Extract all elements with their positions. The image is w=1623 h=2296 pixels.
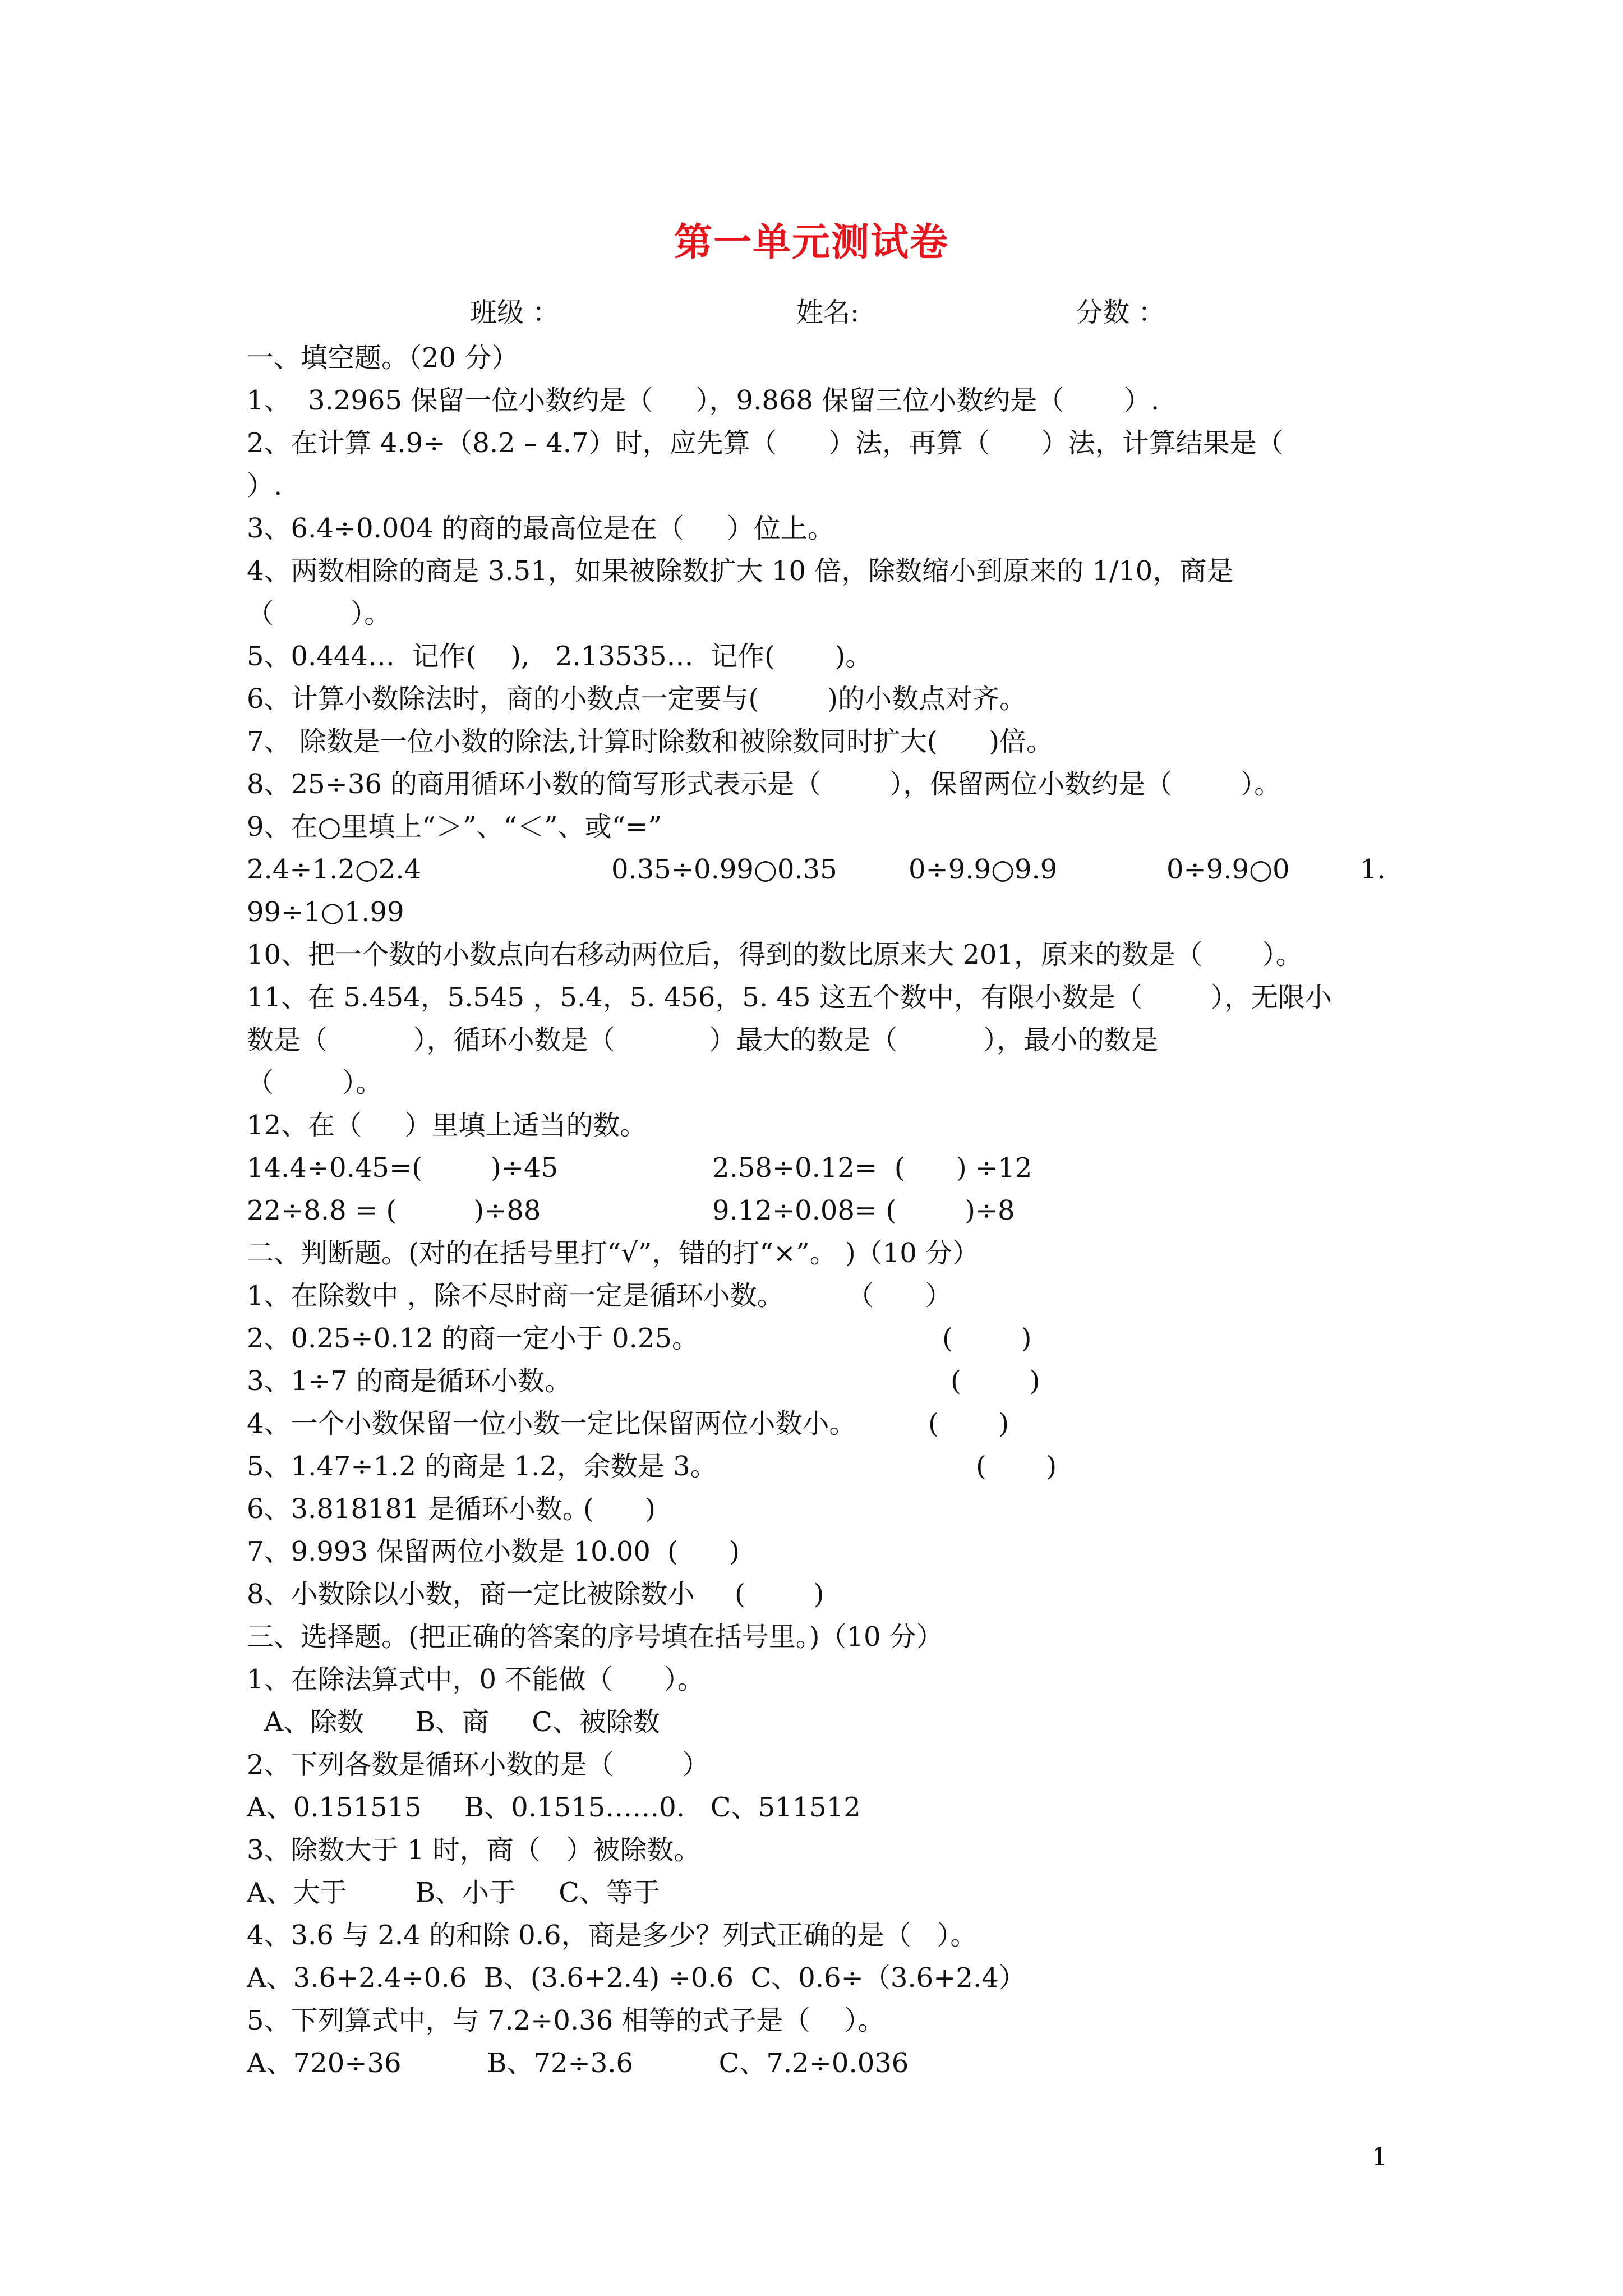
choice-line: 2、下列各数是循环小数的是（ ） <box>247 1749 709 1780</box>
judge-item <box>247 1402 1380 1445</box>
judge-item <box>247 1530 1380 1573</box>
fill-item: 14.4÷0.45=( )÷45 <box>247 1152 558 1184</box>
question-line: 6、计算小数除法时，商的小数点一定要与( )的小数点对齐。 <box>247 683 1027 715</box>
compare-item: 0÷9.9○0 <box>1166 854 1290 885</box>
score-label: 分数 ： <box>1076 297 1165 328</box>
judge-statement: 2、0.25÷0.12 的商一定小于 0.25。 <box>247 1323 699 1354</box>
choice-options: A、大于 B、小于 C、等于 <box>247 1877 661 1908</box>
question-line: 2、在计算 4.9÷（8.2 – 4.7）时，应先算（ ）法，再算（ ）法，计算结果是（ <box>247 427 1284 459</box>
question-line: 11、在 5.454，5.545 ，5.4，5. 456，5. 45 这五个数中，有限小数是（ ），无限小 <box>247 982 1332 1013</box>
choice-line: 4、3.6 与 2.4 的和除 0.6，商是多少？列式正确的是（ ）。 <box>247 1920 978 1951</box>
answer-bracket: ( ) <box>583 1493 656 1525</box>
answer-bracket: ( ) <box>735 1579 824 1610</box>
judge-item <box>247 1274 1380 1317</box>
answer-bracket: ( ) <box>667 1536 740 1567</box>
student-info-header <box>0 291 1623 330</box>
question-line: （ ）。 <box>247 598 391 629</box>
compare-item: 0÷9.9○9.9 <box>909 854 1058 885</box>
answer-bracket: （ ） <box>847 1280 952 1312</box>
compare-item: 2.4÷1.2○2.4 <box>247 854 422 885</box>
answer-bracket: ( ) <box>951 1365 1040 1397</box>
compare-item-continued: 99÷1○1.99 <box>247 896 404 928</box>
choice-line: 1、在除法算式中，0 不能做（ ）。 <box>247 1664 704 1695</box>
fill-item: 2.58÷0.12= ( ) ÷12 <box>712 1152 1032 1184</box>
choice-options: A、0.151515 B、0.1515……0. C、511512 <box>247 1792 861 1823</box>
question-line: 3、6.4÷0.004 的商的最高位是在（ ）位上。 <box>247 513 835 544</box>
question-line: 9、在○里填上“＞”、“＜”、或“=” <box>247 811 662 843</box>
judge-statement: 1、在除数中 ，除不尽时商一定是循环小数。 <box>247 1280 784 1312</box>
choice-options: A、3.6+2.4÷0.6 B、(3.6+2.4) ÷0.6 C、0.6÷（3.6+2.4） <box>247 1962 1026 1994</box>
exam-content <box>247 337 1386 2085</box>
class-label: 班级 ： <box>470 297 560 328</box>
judge-statement: 3、1÷7 的商是循环小数。 <box>247 1365 572 1397</box>
compare-item: 0.35÷0.99○0.35 <box>611 854 837 885</box>
choice-line: 3、除数大于 1 时，商（ ）被除数。 <box>247 1834 701 1866</box>
judge-statement: 5、1.47÷1.2 的商是 1.2，余数是 3。 <box>247 1451 717 1482</box>
judge-item <box>247 1360 1380 1402</box>
question-line: ）. <box>247 470 283 501</box>
name-label: 姓名: <box>796 297 860 328</box>
section-heading-multiple-choice: 三、选择题。(把正确的答案的序号填在括号里。)（10 分） <box>247 1621 943 1653</box>
question-line: 12、在（ ）里填上适当的数。 <box>247 1110 647 1141</box>
compare-item: 1. <box>1360 854 1386 885</box>
question-line: （ ）。 <box>247 1067 383 1098</box>
question-line: 8、25÷36 的商用循环小数的简写形式表示是（ ），保留两位小数约是（ ）。 <box>247 769 1281 800</box>
answer-bracket: ( ) <box>928 1408 1009 1439</box>
choice-options: A、720÷36 B、72÷3.6 C、7.2÷0.036 <box>247 2047 909 2079</box>
question-line: 4、两数相除的商是 3.51，如果被除数扩大 10 倍，除数缩小到原来的 1/10，商是 <box>247 555 1234 587</box>
section-heading-true-false: 二、判断题。(对的在括号里打“√”，错的打“×”。 )（10 分） <box>247 1237 980 1269</box>
question-line: 7、 除数是一位小数的除法,计算时除数和被除数同时扩大( )倍。 <box>247 726 1054 757</box>
judge-statement: 8、小数除以小数，商一定比被除数小 <box>247 1579 695 1610</box>
question-line: 数是（ ），循环小数是（ ）最大的数是（ ），最小的数是 <box>247 1024 1158 1056</box>
fill-item: 9.12÷0.08= ( )÷8 <box>712 1195 1015 1226</box>
choice-line: 5、下列算式中，与 7.2÷0.36 相等的式子是（ ）。 <box>247 2005 885 2036</box>
section-heading-fill-blank: 一、填空题。（20 分） <box>247 342 519 374</box>
page-title: 第一单元测试卷 <box>674 220 949 265</box>
judge-statement: 6、3.818181 是循环小数。 <box>247 1493 589 1525</box>
answer-bracket: ( ) <box>976 1451 1057 1482</box>
question-line: 5、0.444… 记作( ), 2.13535… 记作( )。 <box>247 641 873 672</box>
judge-statement: 7、9.993 保留两位小数是 10.00 <box>247 1536 651 1567</box>
question-line: 10、把一个数的小数点向右移动两位后，得到的数比原来大 201，原来的数是（ ）。 <box>247 939 1303 970</box>
question-line: 1、 3.2965 保留一位小数约是（ ），9.868 保留三位小数约是（ ）. <box>247 385 1160 416</box>
fill-row <box>247 1147 1380 1189</box>
page-number: 1 <box>1372 2143 1387 2171</box>
choice-options: A、除数 B、商 C、被除数 <box>247 1706 661 1738</box>
compare-row <box>247 848 1386 891</box>
answer-bracket: ( ) <box>942 1323 1032 1354</box>
judge-item <box>247 1488 1380 1530</box>
judge-item <box>247 1317 1380 1360</box>
fill-row <box>247 1189 1380 1232</box>
judge-item <box>247 1573 1380 1616</box>
judge-item <box>247 1445 1380 1488</box>
judge-statement: 4、一个小数保留一位小数一定比保留两位小数小。 <box>247 1408 856 1439</box>
fill-item: 22÷8.8 = ( )÷88 <box>247 1195 541 1226</box>
